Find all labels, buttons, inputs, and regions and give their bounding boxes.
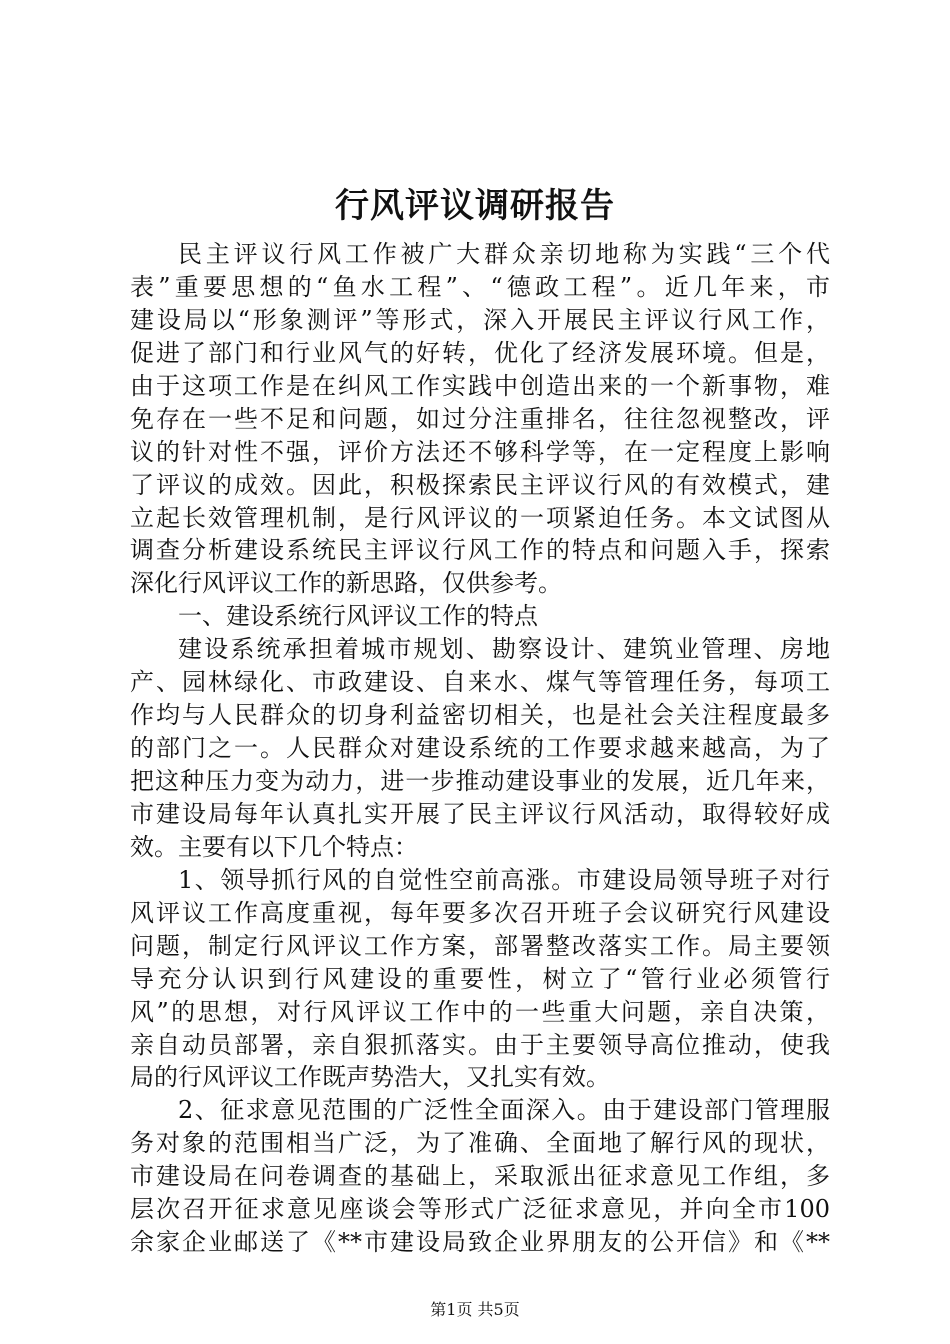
body-line: 作均与人民群众的切身利益密切相关，也是社会关注程度最多 [130,701,830,730]
body-line: 的部门之一。人民群众对建设系统的工作要求越来越高，为了 [130,734,830,763]
body-line: 导充分认识到行风建设的重要性，树立了“管行业必须管行 [130,964,830,993]
body-line: 建设局以“形象测评”等形式，深入开展民主评议行风工作， [130,305,830,334]
body-line: 2、征求意见范围的广泛性全面深入。由于建设部门管理服 [178,1096,830,1125]
body-line: 把这种压力变为动力，进一步推动建设事业的发展，近几年来， [130,767,830,795]
body-line: 深化行风评议工作的新思路，仅供参考。 [130,569,562,598]
body-line: 议的针对性不强，评价方法还不够科学等，在一定程度上影响 [130,437,830,466]
body-line: 一、建设系统行风评议工作的特点 [178,602,538,631]
body-line: 风评议工作高度重视，每年要多次召开班子会议研究行风建设 [130,898,830,927]
body-line: 1、领导抓行风的自觉性空前高涨。市建设局领导班子对行 [178,865,830,894]
body-line: 余家企业邮送了《**市建设局致企业界朋友的公开信》和《** [130,1228,830,1257]
body-line: 效。主要有以下几个特点： [130,832,418,861]
body-line: 层次召开征求意见座谈会等形式广泛征求意见，并向全市100 [130,1195,830,1224]
body-line: 促进了部门和行业风气的好转，优化了经济发展环境。但是， [130,338,830,367]
body-line: 了评议的成效。因此，积极探索民主评议行风的有效模式，建 [130,470,830,499]
body-line: 局的行风评议工作既声势浩大，又扎实有效。 [130,1063,610,1092]
body-line: 市建设局在问卷调查的基础上，采取派出征求意见工作组，多 [130,1162,830,1191]
page-footer: 第1页 共5页 [430,1300,520,1319]
body-line: 市建设局每年认真扎实开展了民主评议行风活动，取得较好成 [130,799,830,828]
body-line: 表”重要思想的“鱼水工程”、“德政工程”。近几年来，市 [130,272,830,301]
body-line: 建设系统承担着城市规划、勘察设计、建筑业管理、房地 [178,635,830,664]
body-line: 产、园林绿化、市政建设、自来水、煤气等管理任务，每项工 [130,668,830,697]
body-line: 免存在一些不足和问题，如过分注重排名，往往忽视整改，评 [130,404,830,433]
body-line: 问题，制定行风评议工作方案，部署整改落实工作。局主要领 [130,931,830,960]
document-title: 行风评议调研报告 [335,186,615,226]
body-line: 风”的思想，对行风评议工作中的一些重大问题，亲自决策， [130,997,830,1026]
body-line: 亲自动员部署，亲自狠抓落实。由于主要领导高位推动，使我 [130,1030,830,1059]
body-line: 由于这项工作是在纠风工作实践中创造出来的一个新事物，难 [130,371,830,400]
body-line: 立起长效管理机制，是行风评议的一项紧迫任务。本文试图从 [130,503,830,532]
document-body [130,238,830,1259]
body-line: 民主评议行风工作被广大群众亲切地称为实践“三个代 [178,240,830,268]
body-line: 调查分析建设系统民主评议行风工作的特点和问题入手，探索 [130,536,830,565]
body-line: 务对象的范围相当广泛，为了准确、全面地了解行风的现状， [130,1129,830,1158]
